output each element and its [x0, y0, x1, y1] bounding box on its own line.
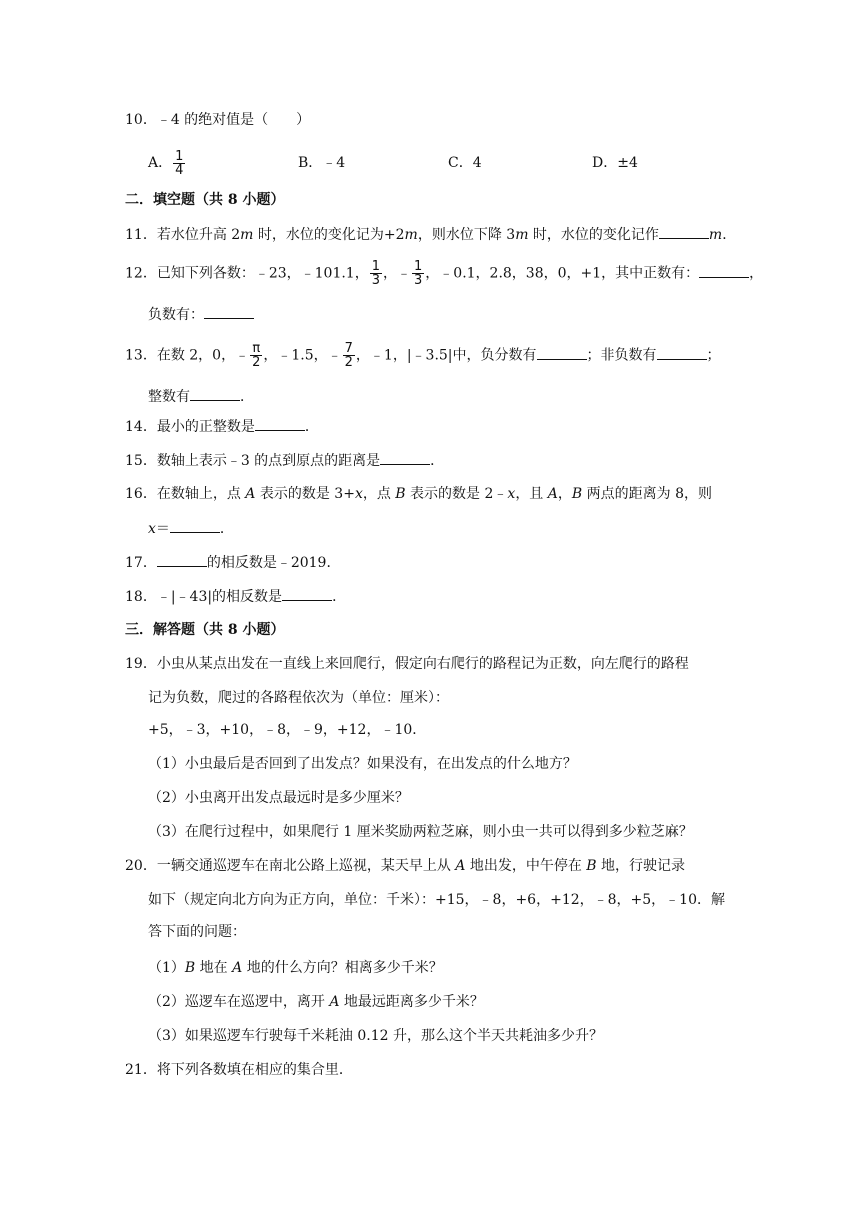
- text-run: ，: [557, 486, 572, 502]
- text-run: 15．数轴上表示﹣3 的点到原点的距离是: [125, 453, 381, 469]
- text-run: 14．最小的正整数是: [125, 419, 255, 435]
- text-run: ．: [240, 389, 254, 405]
- fraction-numerator: 7: [344, 341, 353, 356]
- q12-line-1: [125, 260, 763, 287]
- q10-stem: 10．﹣4 的绝对值是（ ）: [125, 112, 311, 128]
- q16-line-2: [148, 518, 234, 539]
- var-a: A: [329, 994, 340, 1010]
- text-run: 地的什么方向？相离多少千米？: [242, 960, 443, 976]
- q13-line-1: [125, 342, 721, 369]
- var-m: m: [404, 227, 418, 243]
- answer-blank[interactable]: [190, 386, 240, 401]
- q19-part-1: （1）小虫最后是否回到了出发点？如果没有，在出发点的什么地方？: [148, 756, 577, 772]
- text-run: ，﹣: [383, 265, 411, 282]
- section-2-title: 二．填空题（共 8 小题）: [125, 192, 285, 208]
- q19-part-3: （3）在爬行过程中，如果爬行 1 厘米奖励两粒芝麻，则小虫一共可以得到多少粒芝麻？: [148, 824, 693, 840]
- fraction-denominator: 2: [344, 355, 353, 370]
- answer-blank[interactable]: [204, 304, 254, 319]
- fraction-numerator: 1: [175, 148, 184, 164]
- text-run: ，点: [362, 486, 396, 502]
- fraction-denominator: 4: [175, 162, 184, 178]
- fraction-numerator: π: [250, 342, 262, 356]
- q10-option-a: [148, 148, 186, 178]
- text-run: ；: [706, 347, 721, 364]
- var-x: x: [507, 486, 516, 502]
- text-run: 20．一辆交通巡逻车在南北公路上巡视，某天早上从: [125, 858, 456, 874]
- answer-blank[interactable]: [659, 224, 709, 239]
- text-run: ，且: [515, 486, 548, 502]
- answer-blank[interactable]: [157, 552, 207, 567]
- q19-part-2: （2）小虫离开出发点最远时是多少厘米？: [148, 790, 409, 806]
- text-run: 表示的数是 3+: [255, 486, 355, 502]
- q10-option-a-fraction: [173, 150, 185, 177]
- var-m: m: [515, 227, 529, 243]
- text-run: 时，水位的变化记作: [528, 227, 659, 243]
- q20-part-3: （3）如果巡逻车行驶每千米耗油 0.12 升，那么这个半天共耗油多少升？: [148, 1028, 603, 1044]
- fraction: [412, 260, 424, 287]
- q14: [125, 416, 319, 437]
- text-run: ，则水位下降 3: [417, 227, 516, 243]
- var-x: x: [354, 486, 363, 502]
- answer-blank[interactable]: [699, 263, 749, 278]
- text-run: ．: [304, 419, 319, 435]
- text-run: 两点的距离为 8，则: [582, 486, 712, 502]
- text-run: 地，行驶记录: [596, 858, 686, 874]
- text-run: ；非负数有: [586, 347, 657, 364]
- text-run: 地在: [195, 960, 233, 976]
- fraction-denominator: 2: [252, 355, 261, 370]
- q19-line-1: 19．小虫从某点出发在一直线上来回爬行，假定向右爬行的路程记为正数，向左爬行的路程: [125, 656, 689, 672]
- q21-line-1: 21．将下列各数填在相应的集合里．: [125, 1062, 353, 1078]
- var-b: B: [586, 858, 597, 874]
- text-run: ，﹣0.1，2.8，38，0，+1，其中正数有：: [425, 265, 700, 282]
- text-run: ＝: [155, 521, 170, 537]
- var-b: B: [184, 960, 196, 976]
- var-a: A: [455, 858, 466, 874]
- var-b: B: [571, 486, 583, 502]
- q13-line-2: [148, 386, 254, 407]
- q18: [125, 586, 346, 607]
- q10-option-d: D．±4: [592, 155, 638, 171]
- answer-blank[interactable]: [380, 450, 430, 465]
- text-run: 的相反数是﹣2019．: [206, 555, 341, 571]
- q15: [125, 450, 444, 471]
- q19-values: +5，﹣3，+10，﹣8，﹣9，+12，﹣10．: [148, 722, 427, 738]
- q20-part-1: [148, 958, 443, 978]
- var-a: A: [232, 960, 243, 976]
- var-a: A: [245, 486, 256, 502]
- var-x: x: [148, 521, 156, 537]
- text-run: ．: [722, 227, 737, 243]
- var-b: B: [395, 486, 406, 502]
- text-run: 负数有：: [148, 307, 204, 323]
- text-run: ．: [430, 453, 445, 469]
- text-run: 地出发，中午停在: [465, 858, 587, 874]
- text-run: ．: [332, 589, 347, 605]
- text-run: 18．﹣|﹣43|的相反数是: [125, 589, 283, 605]
- q11: [125, 224, 736, 245]
- text-run: 16．在数轴上，点: [125, 486, 246, 502]
- fraction: [370, 260, 382, 287]
- fraction: [250, 342, 262, 369]
- text-run: 地最远距离多少千米？: [339, 994, 484, 1010]
- q20-line-3: 答下面的问题：: [148, 924, 246, 940]
- text-run: ，﹣1，|﹣3.5|中，负分数有: [355, 347, 537, 364]
- fraction-numerator: 1: [371, 259, 380, 274]
- text-run: 11．若水位升高 2: [125, 227, 241, 243]
- answer-blank[interactable]: [170, 518, 220, 533]
- text-run: 整数有: [148, 389, 190, 405]
- fraction: [343, 342, 355, 369]
- text-run: 12．已知下列各数：﹣23，﹣101.1，: [125, 265, 369, 282]
- q16-line-1: [125, 484, 712, 504]
- var-a: A: [547, 486, 558, 502]
- fraction-denominator: 3: [414, 273, 423, 288]
- var-m: m: [240, 227, 254, 243]
- text-run: ，﹣1.5，﹣: [263, 347, 342, 364]
- answer-blank[interactable]: [537, 345, 587, 360]
- text-run: （1）: [148, 960, 185, 976]
- text-run: 时，水位的变化记为+2: [253, 227, 405, 243]
- answer-blank[interactable]: [657, 345, 707, 360]
- text-run: 17．: [125, 555, 157, 571]
- fraction-numerator: 1: [414, 259, 423, 274]
- q12-line-2: [148, 304, 254, 325]
- var-m: m: [708, 227, 723, 243]
- answer-blank[interactable]: [255, 416, 305, 431]
- q19-line-2: 记为负数，爬过的各路程依次为（单位：厘米）：: [148, 690, 449, 706]
- answer-blank[interactable]: [282, 586, 332, 601]
- q10-options: [148, 148, 748, 178]
- section-3-title: 三．解答题（共 8 小题）: [125, 622, 285, 638]
- q20-line-2: 如下（规定向北方向为正方向，单位：千米）：+15，﹣8，+6，+12，﹣8，+5，﹣10．解: [148, 892, 725, 908]
- q20-line-1: [125, 856, 685, 876]
- q10-option-a-label: A．: [148, 155, 173, 171]
- fraction-denominator: 3: [371, 273, 380, 288]
- text-run: ，: [749, 265, 764, 282]
- q20-part-2: [148, 992, 484, 1012]
- q10-option-b: B．﹣4: [298, 155, 346, 171]
- text-run: 表示的数是 2﹣: [405, 486, 508, 502]
- q10-option-c: C．4: [448, 155, 482, 171]
- q17: [125, 552, 340, 573]
- text-run: 13．在数 2，0，﹣: [125, 347, 250, 364]
- text-run: （2）巡逻车在巡逻中，离开: [148, 994, 330, 1010]
- text-run: ．: [219, 521, 234, 537]
